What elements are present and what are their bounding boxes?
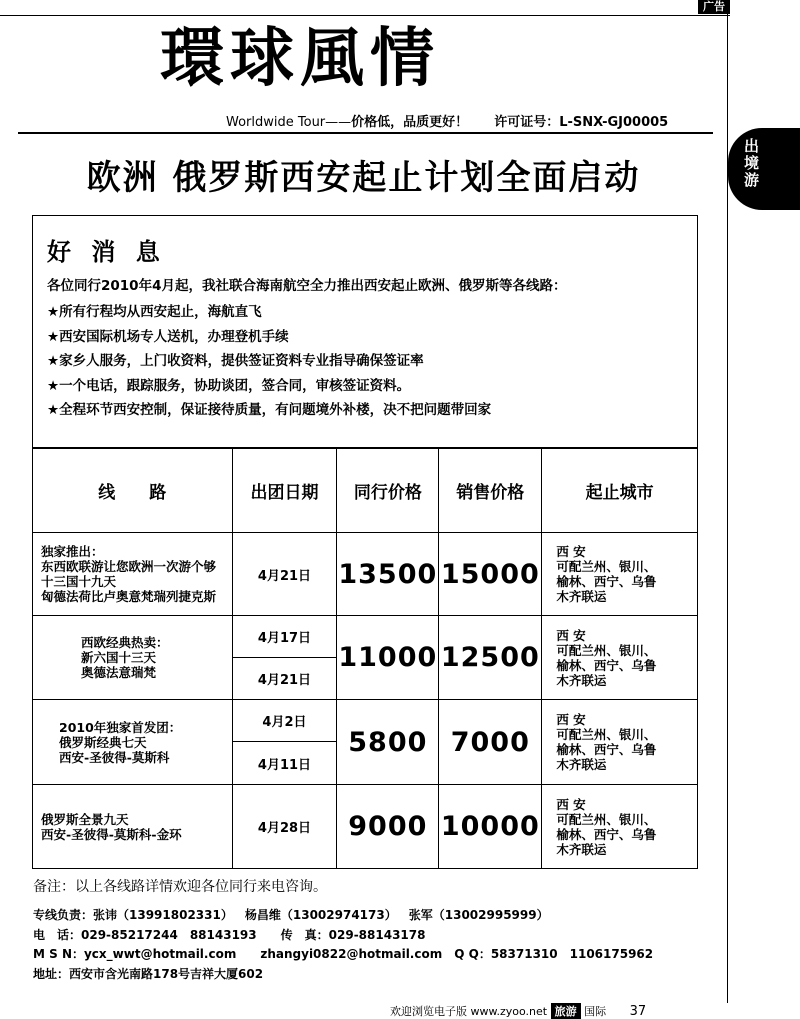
route-name [33, 785, 233, 869]
footer-section: 国际 [584, 1005, 607, 1018]
footer-site[interactable]: 欢迎浏览电子版 www.zyoo.net [390, 1005, 548, 1018]
phone: 电 话：029-85217244 88143193 [33, 927, 257, 942]
departure-date: 4月21日 [232, 658, 337, 700]
sale-price: 7000 [439, 700, 542, 785]
city-line: 可配兰州、银川、 [556, 559, 657, 574]
table-row [33, 533, 698, 616]
news-list [47, 300, 491, 423]
route-line: 新六国十三天 [81, 650, 157, 665]
sale-price: 12500 [439, 616, 542, 700]
departure-date: 4月11日 [232, 742, 337, 785]
contact-line-phone [33, 926, 653, 946]
brand-title: 環球風情 [160, 21, 440, 96]
tagline [226, 111, 668, 130]
city-line: 榆林、西宁、乌鲁 [556, 826, 657, 842]
route-name [33, 616, 233, 700]
origin-city [542, 616, 698, 700]
route-line: 西安-圣彼得-莫斯科 [59, 749, 170, 765]
city-line: 西 安 [556, 712, 586, 727]
tagline-license: 许可证号：L-SNX-GJ00005 [494, 115, 669, 130]
col-header-peer-price: 同行价格 [337, 448, 439, 533]
departure-date: 4月2日 [232, 700, 337, 742]
headline: 欧洲 俄罗斯西安起止计划全面启动 [86, 158, 641, 198]
remark: 备注：以上各线路详情欢迎各位同行来电咨询。 [33, 879, 327, 895]
section-tab-outbound[interactable] [728, 128, 800, 210]
routes-table [32, 447, 698, 869]
news-title: 好 消 息 [47, 238, 166, 266]
city-line: 木齐联运 [556, 589, 607, 604]
origin-city [542, 700, 698, 785]
table-row [33, 785, 698, 869]
manager-2: 杨昌维（13002974173） [244, 908, 397, 922]
section-tab-label: 出境游 [744, 137, 760, 189]
manager-3: 张军（13002995999） [408, 908, 549, 922]
sale-price: 15000 [439, 533, 542, 616]
good-news-box [32, 215, 698, 449]
table-row [33, 700, 698, 742]
city-line: 木齐联运 [556, 841, 607, 857]
city-line: 可配兰州、银川、 [556, 811, 657, 827]
address: 地址：西安市含光南路178号吉祥大厦602 [33, 966, 264, 981]
news-item: ★所有行程均从西安起止，海航直飞 [47, 304, 262, 320]
origin-city [542, 533, 698, 616]
route-line: 奥德法意瑞梵 [81, 665, 157, 680]
origin-city [542, 785, 698, 869]
route-line: 2010年独家首发团： [59, 719, 182, 735]
footer-logo: 旅游 [551, 1003, 581, 1019]
msn-1[interactable]: M S N：ycx_wwt@hotmail.com [33, 947, 237, 961]
col-header-date: 出团日期 [232, 448, 337, 533]
peer-price: 11000 [337, 616, 439, 700]
departure-date: 4月21日 [232, 533, 337, 616]
peer-price: 5800 [337, 700, 439, 785]
city-line: 西 安 [556, 627, 586, 643]
city-line: 西 安 [556, 796, 586, 812]
header-divider [18, 132, 713, 134]
qq: Q Q：58371310 1106175962 [454, 947, 654, 961]
news-intro: 各位同行2010年4月起，我社联合海南航空全力推出西安起止欧洲、俄罗斯等各线路： [47, 278, 567, 294]
tagline-english: Worldwide Tour—— [226, 115, 352, 130]
departure-date: 4月17日 [232, 616, 337, 658]
fax: 传 真：029-88143178 [280, 927, 426, 942]
city-line: 木齐联运 [556, 757, 607, 772]
col-header-route: 线 路 [33, 448, 233, 533]
city-line: 可配兰州、银川、 [556, 642, 657, 658]
manager-1: 专线负责：张讳（13991802331） [33, 908, 233, 922]
contact-line-online [33, 945, 653, 965]
city-line: 木齐联运 [556, 672, 607, 688]
route-line: 俄罗斯经典七天 [59, 734, 147, 750]
news-item: ★全程环节西安控制，保证接待质量，有问题境外补楼，决不把问题带回家 [47, 402, 492, 418]
table-header-row [33, 448, 698, 533]
city-line: 西 安 [556, 544, 586, 559]
route-line: 西安-圣彼得-莫斯科-金环 [41, 826, 182, 842]
peer-price: 13500 [337, 533, 439, 616]
route-line: 十三国十九天 [41, 574, 117, 589]
city-line: 可配兰州、银川、 [556, 727, 657, 742]
peer-price: 9000 [337, 785, 439, 869]
city-line: 榆林、西宁、乌鲁 [556, 574, 657, 589]
page-number: 37 [629, 1004, 647, 1019]
route-line: 东西欧联游让您欧洲一次游个够 [41, 559, 217, 574]
route-line: 俄罗斯全景九天 [41, 811, 129, 827]
route-line: 匈德法荷比卢奥意梵瑞列捷克斯 [41, 589, 217, 604]
news-item: ★家乡人服务，上门收资料，提供签证资料专业指导确保签证率 [47, 353, 424, 369]
sale-price: 10000 [439, 785, 542, 869]
page-footer [390, 1003, 646, 1019]
ad-label: 广告 [698, 0, 730, 14]
msn-2[interactable]: zhangyi0822@hotmail.com [260, 947, 443, 961]
news-item: ★西安国际机场专人送机，办理登机手续 [47, 328, 289, 345]
tagline-slogan: 价格低，品质更好！ [351, 115, 469, 130]
col-header-sale-price: 销售价格 [439, 448, 542, 533]
route-line: 西欧经典热卖： [81, 635, 169, 650]
contact-block [33, 906, 653, 984]
city-line: 榆林、西宁、乌鲁 [556, 742, 657, 757]
route-name [33, 700, 233, 785]
table-row [33, 616, 698, 658]
route-line: 独家推出： [41, 544, 104, 559]
top-bar [0, 0, 730, 16]
route-name [33, 533, 233, 616]
city-line: 榆林、西宁、乌鲁 [556, 657, 657, 673]
news-item: ★一个电话，跟踪服务，协助谈团，签合同，审核签证资料。 [47, 377, 411, 394]
col-header-city: 起止城市 [542, 448, 698, 533]
departure-date: 4月28日 [232, 785, 337, 869]
contact-line-managers [33, 906, 653, 926]
